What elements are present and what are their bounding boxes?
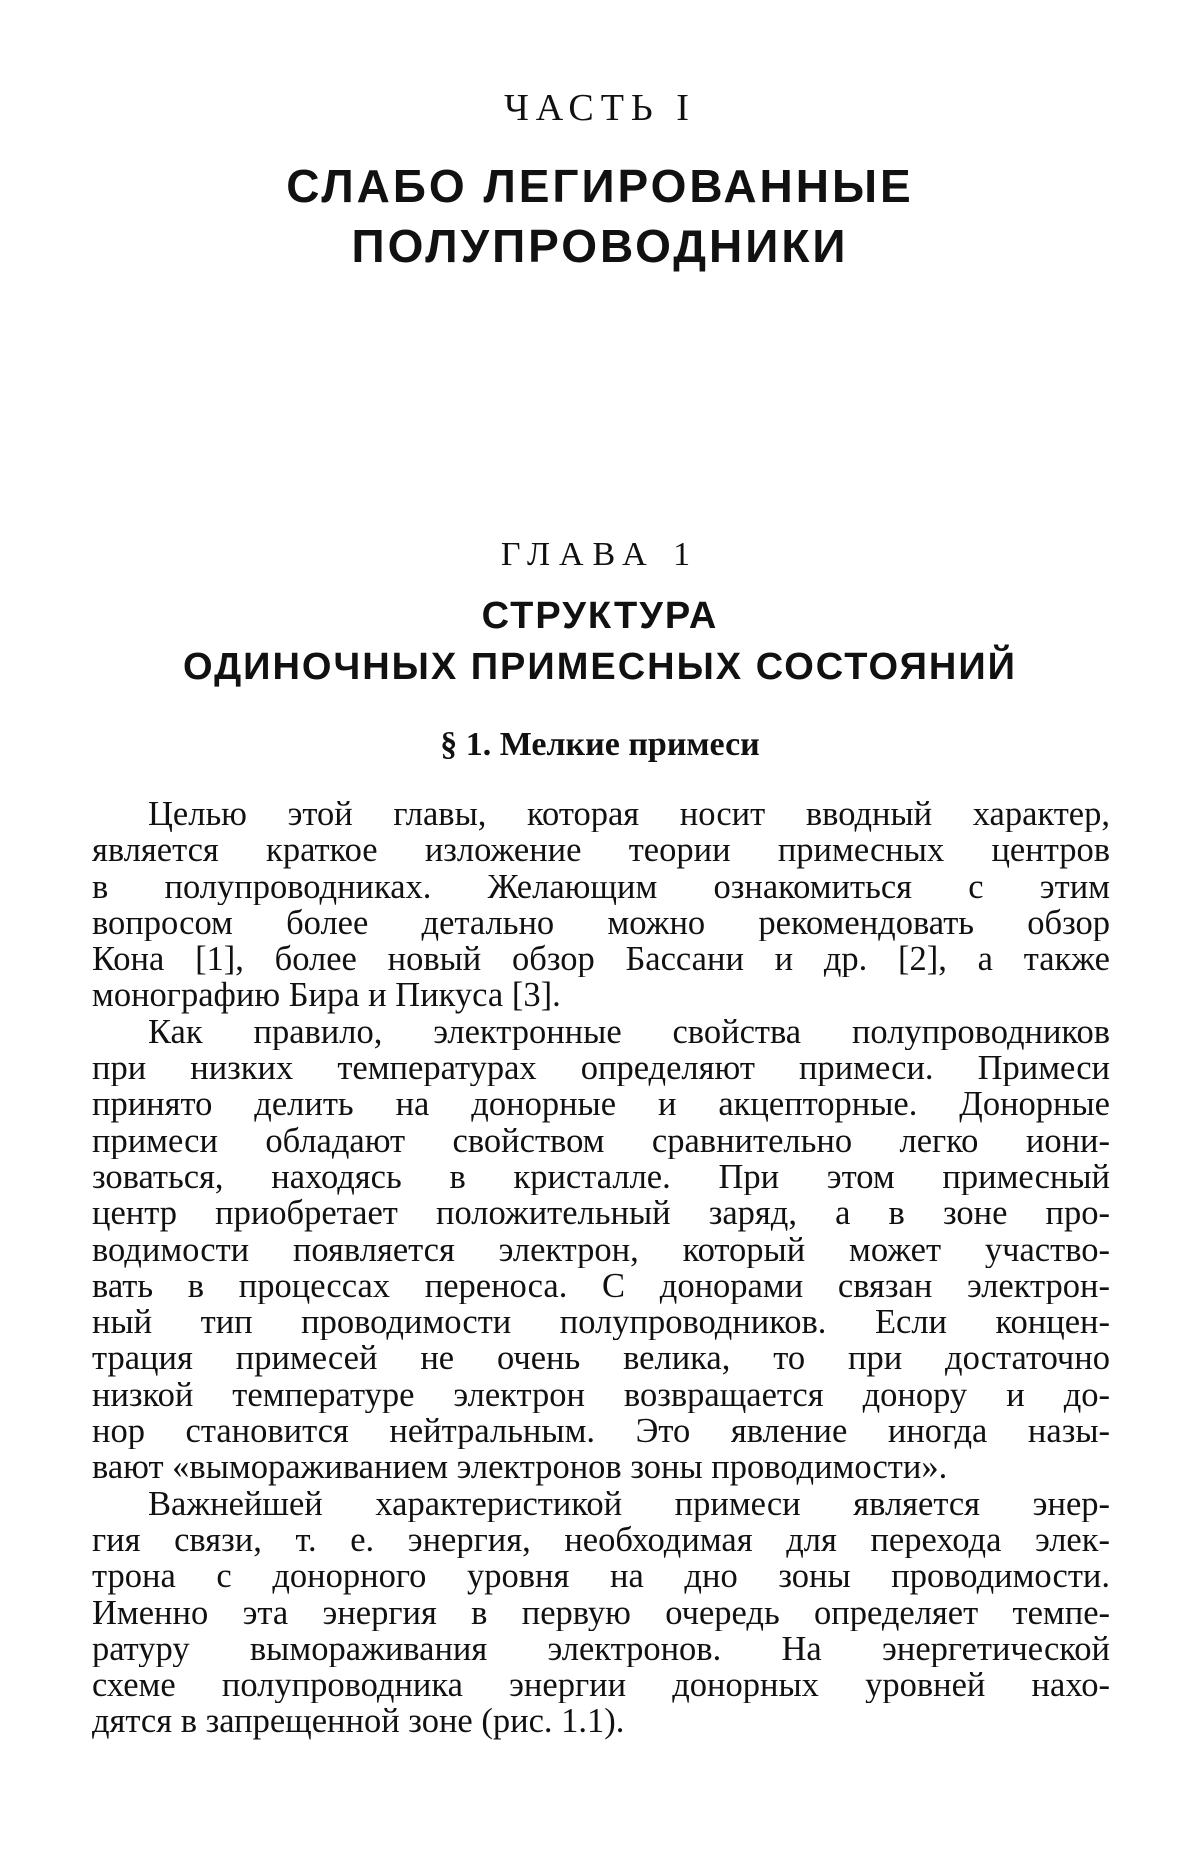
chapter-title: [0, 591, 1200, 693]
text-line: вать в процессах переноса. С донорами связан электрон-: [92, 1267, 1110, 1305]
paragraph: [92, 1486, 1110, 1740]
text-line: Именно эта энергия в первую очередь определяет темпе-: [92, 1594, 1110, 1631]
paragraph: [92, 796, 1110, 1014]
part-label: ЧАСТЬ I: [504, 87, 696, 129]
text-line: монографию Бира и Пикуса [3].: [92, 977, 561, 1014]
part-title-line: СЛАБО ЛЕГИРОВАННЫЕ: [286, 160, 914, 212]
text-line: примеси обладают свойством сравнительно легко иони-: [92, 1122, 1110, 1159]
text-line: трация примесей не очень велика, то при достаточно: [92, 1340, 1110, 1377]
text-line: Как правило, электронные свойства полупроводников: [148, 1013, 1110, 1051]
text-line: ный тип проводимости полупроводников. Если концен-: [92, 1304, 1110, 1341]
body-text: [92, 796, 1110, 1740]
text-line: водимости появляется электрон, который может участво-: [92, 1231, 1110, 1268]
text-line: низкой температуре электрон возвращается донору и до-: [92, 1376, 1110, 1414]
text-line: является краткое изложение теории примесных центров: [92, 832, 1110, 869]
chapter-label: ГЛАВА 1: [500, 536, 700, 573]
text-line: дятся в запрещенной зоне (рис. 1.1).: [92, 1703, 625, 1740]
text-line: трона с донорного уровня на дно зоны проводимости.: [92, 1558, 1110, 1595]
chapter-title-line: СТРУКТУРА: [481, 595, 719, 637]
text-line: Целью этой главы, которая носит вводный характер,: [148, 796, 1110, 833]
text-line: Кона [1], более новый обзор Бассани и др. [2], а также: [92, 941, 1110, 978]
text-line: схеме полупроводника энергии донорных уровней нахо-: [92, 1667, 1110, 1704]
paragraph: [92, 1014, 1110, 1486]
text-line: вопросом более детально можно рекомендовать обзор: [92, 904, 1110, 942]
text-line: нор становится нейтральным. Это явление иногда назы-: [92, 1413, 1110, 1450]
text-line: зоваться, находясь в кристалле. При этом примесный: [92, 1158, 1110, 1196]
text-line: при низких температурах определяют примеси. Примеси: [92, 1050, 1110, 1087]
text-line: в полупроводниках. Желающим ознакомиться с этим: [92, 868, 1110, 905]
text-line: центр приобретает положительный заряд, а в зоне про-: [92, 1195, 1110, 1232]
text-line: Важнейшей характеристикой примеси является энер-: [148, 1485, 1110, 1522]
chapter-title-line: ОДИНОЧНЫХ ПРИМЕСНЫХ СОСТОЯНИЙ: [183, 646, 1017, 688]
text-line: гия связи, т. е. энергия, необходимая для перехода элек-: [92, 1521, 1110, 1559]
part-title: [0, 156, 1200, 276]
text-line: ратуру вымораживания электронов. На энергетической: [92, 1630, 1110, 1668]
text-line: принято делить на донорные и акцепторные. Донорные: [92, 1086, 1110, 1123]
part-title-line: ПОЛУПРОВОДНИКИ: [351, 220, 849, 272]
section-title: § 1. Мелкие примеси: [440, 726, 760, 763]
text-line: вают «вымораживанием электронов зоны проводимости».: [92, 1449, 948, 1486]
